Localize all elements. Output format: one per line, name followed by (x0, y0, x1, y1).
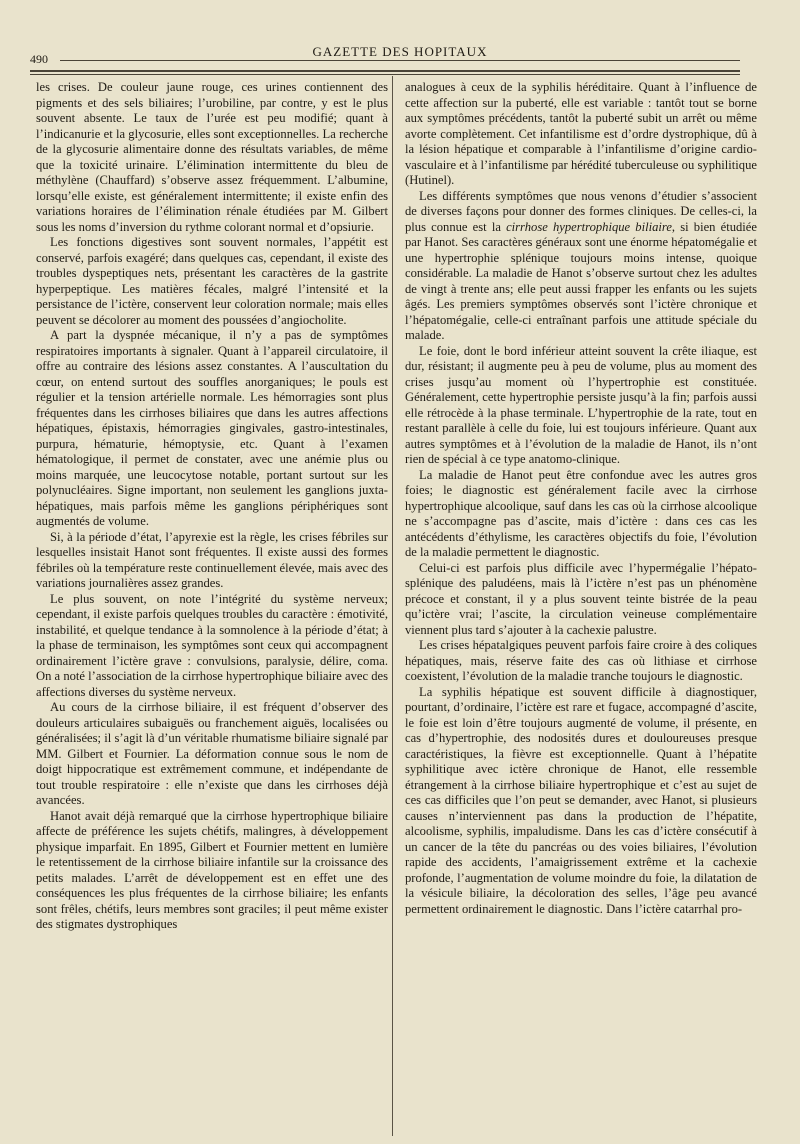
paragraph: A part la dyspnée mécanique, il n’y a pas de symptômes respiratoires importants à signaler. Quant à l’appareil circulatoire, il offre au contraire des lésions assez constantes. A l’auscultation du cœur, on entend surtout des souffles anorganiques; le pouls est régulier et la tension artérielle normale. Les hémorragies sont plus fréquentes dans les cirrhoses biliaires que dans les autres affections hépatiques, épistaxis, hémorragies gingivales, gastro-intestinales, purpura, hématurie, hémoptysie, etc. Quant à l’examen hématologique, il permet de constater, avec une anémie plus ou moins marquée, une leucocytose notable, portant surtout sur les polynucléaires. Signe important, non seulement les ganglions juxta-hépatiques, mais parfois même les ganglions périphériques sont augmentés de volume. (36, 328, 388, 528)
paragraph: Celui-ci est parfois plus difficile avec l’hypermégalie l’hépato-splénique des paludéens, mais là l’ictère n’est pas un phénomène précoce et constant, il y a plus souvent teinte bistrée de la peau qu’ictère vrai; l’ascite, la circulation veineuse complémentaire viennent plus tard s’ajouter à la cachexie palustre. (405, 560, 757, 637)
header-rule-thick (30, 70, 740, 72)
paragraph: Si, à la période d’état, l’apyrexie est la règle, les crises fébriles sur lesquelles insistait Hanot sont fréquentes. Il existe aussi des formes fébriles où la température reste continuellement élevée, mais avec des variations journalières assez grandes. (36, 529, 388, 590)
paragraph: Les fonctions digestives sont souvent normales, l’appétit est conservé, parfois exagéré; dans quelques cas, cependant, il existe des troubles dyspeptiques nets, présentant les caractères de la gastrite hyperpeptique. Les matières fécales, malgré l’intensité et la persistance de l’ictère, conservent leur coloration normale; mais elles peuvent se décolorer au moment des poussées d’angiocholite. (36, 235, 388, 327)
left-column (36, 80, 388, 1135)
paragraph: La maladie de Hanot peut être confondue avec les autres gros foies; le diagnostic est généralement facile avec la cirrhose hypertrophique alcoolique, sauf dans les cas où la cirrhose alcoolique ne s’accompagne pas d’ascite, mais d’ictère : dans ces cas les antécédents d’éthylisme, les caractères objectifs du foie, l’évolution de la maladie permettent le diagnostic. (405, 467, 757, 559)
italic-term: cirrhose hypertrophique biliaire (506, 219, 672, 234)
text-run: Les différents symptômes que nous venons d’étudier s’associent de diverses façons pour donner des formes cliniques. De celles-ci, la plus connue est la (405, 188, 757, 234)
text-run: , si bien étudiée par Hanot. Ses caractères généraux sont une énorme hépatomégalie et une hypertrophie splénique toujours moins intense, quoique considérable. La maladie de Hanot s’observe surtout chez les adultes de vingt à trente ans; elle peut aussi frapper les enfants ou les sujets âgés. Les premiers symptômes observés sont l’ictère chronique et l’hépatomégalie, celle-ci entraînant parfois une attitude spéciale du malade. (405, 219, 757, 342)
page-number: 490 (30, 52, 48, 66)
paragraph: les crises. De couleur jaune rouge, ces urines contiennent des pigments et des sels biliaires; l’urobiline, par contre, y est le plus souvent absente. Le taux de l’urée est peu modifié; quant à l’indicanurie et la glycosurie, elles sont exceptionnelles. La recherche de la glycosurie alimentaire donne des résultats variables, de même que la toxicité urinaire. L’élimination intermittente du bleu de méthylène (Chauffard) s’observe assez fréquemment. L’albumine, lorsqu’elle existe, est généralement intermittente; il existe enfin des variations horaires de l’élimination rénale étudiées par M. Gilbert sous les noms d’inversion du rythme colorant normal et d’opsiurie. (36, 80, 388, 234)
column-divider (392, 76, 393, 1136)
paragraph (405, 189, 757, 344)
right-column (405, 80, 757, 1135)
paragraph: Le foie, dont le bord inférieur atteint souvent la crête iliaque, est dur, résistant; il augmente peu à peu de volume, plus au moment des crises jusqu’au moment où l’hypertrophie est constituée. Généralement, cette hypertrophie persiste jusqu’à la fin; parfois aussi elle rétrocède à la phase terminale. L’hypertrophie de la rate, tout en restant parallèle à celle du foie, lui est toujours inférieure. Quant aux autres symptômes et à l’évolution de la maladie de Hanot, ils n’ont rien de spécial à ce type anatomo-clinique. (405, 343, 757, 466)
paragraph: Hanot avait déjà remarqué que la cirrhose hypertrophique biliaire affecte de préférence les sujets chétifs, malingres, à développement physique imparfait. En 1895, Gilbert et Fournier mettent en lumière le retentissement de la cirrhose biliaire infantile sur la croissance des petits malades. L’arrêt de développement est en effet une des conséquences les plus fréquentes de la cirrhose biliaire; les enfants sont frêles, chétifs, leurs membres sont graciles; il peut même exister des stigmates dystrophiques (36, 808, 388, 931)
paragraph: Les crises hépatalgiques peuvent parfois faire croire à des coliques hépatiques, mais, réserve faite des cas où lithiase et cirrhose coexistent, l’évolution de la maladie tranche toujours le diagnostic. (405, 638, 757, 683)
header-rule-thin (30, 74, 740, 75)
paragraph: Le plus souvent, on note l’intégrité du système nerveux; cependant, il existe parfois quelques troubles du caractère : émotivité, instabilité, et quelque tendance à la somnolence à la période d’état; à la phase de terminaison, les symptômes sont ceux qui accompagnent ordinairement l’ictère grave : convulsions, paralysie, délire, coma. On a noté l’association de la cirrhose hypertrophique biliaire avec des affections diverses du système nerveux. (36, 591, 388, 699)
header-rule (60, 60, 740, 61)
paragraph: La syphilis hépatique est souvent difficile à diagnostiquer, pourtant, d’ordinaire, l’ictère est rare et fugace, accompagné d’ascite, le foie est loin d’être toujours augmenté de volume, il présente, en cas d’hypertrophie, des nodosités dures et douloureuses presque caractéristiques, la fièvre est exceptionnelle. Quant à l’hépatite syphilitique avec ictère chronique de Hanot, elle ressemble étrangement à la cirrhose biliaire hypertrophique et c’est au sujet de ces cas difficiles que l’on peut se demander, avec Hanot, si plusieurs causes n’interviennent pas dans la production de l’hépatite, alcoolisme, syphilis, impaludisme. Dans les cas d’ictère consécutif à un cancer de la tête du pancréas ou des voies biliaires, l’évolution rapide des accidents, l’amaigrissement extrême et la cachexie profonde, l’augmentation de volume moindre du foie, la dilatation de la vésicule biliaire, la décoloration des selles, l’âge peu avancé permettent ordinairement le diagnostic. Dans l’ictère catarrhal pro- (405, 684, 757, 916)
paragraph: analogues à ceux de la syphilis héréditaire. Quant à l’influence de cette affection sur la puberté, elle est variable : tantôt tout se borne aux symptômes précédents, tantôt la puberté subit un arrêt ou même avorte complètement. Cet infantilisme est d’ordre dystrophique, dû à la lésion hépatique et comparable à l’infantilisme d’origine cardio-vasculaire et à l’infantilisme par hérédité tuberculeuse ou syphilitique (Hutinel). (405, 80, 757, 187)
running-title: GAZETTE DES HOPITAUX (312, 44, 488, 59)
paragraph: Au cours de la cirrhose biliaire, il est fréquent d’observer des douleurs articulaires subaiguës ou franchement aiguës, localisées ou généralisées; il s’agit là d’un véritable rhumatisme biliaire signalé par MM. Gilbert et Fournier. La déformation connue sous le nom de doigt hippocratique est extrêmement commune, et indépendante de tout trouble respiratoire : elle n’existe que dans les cirrhoses déjà avancées. (36, 700, 388, 807)
